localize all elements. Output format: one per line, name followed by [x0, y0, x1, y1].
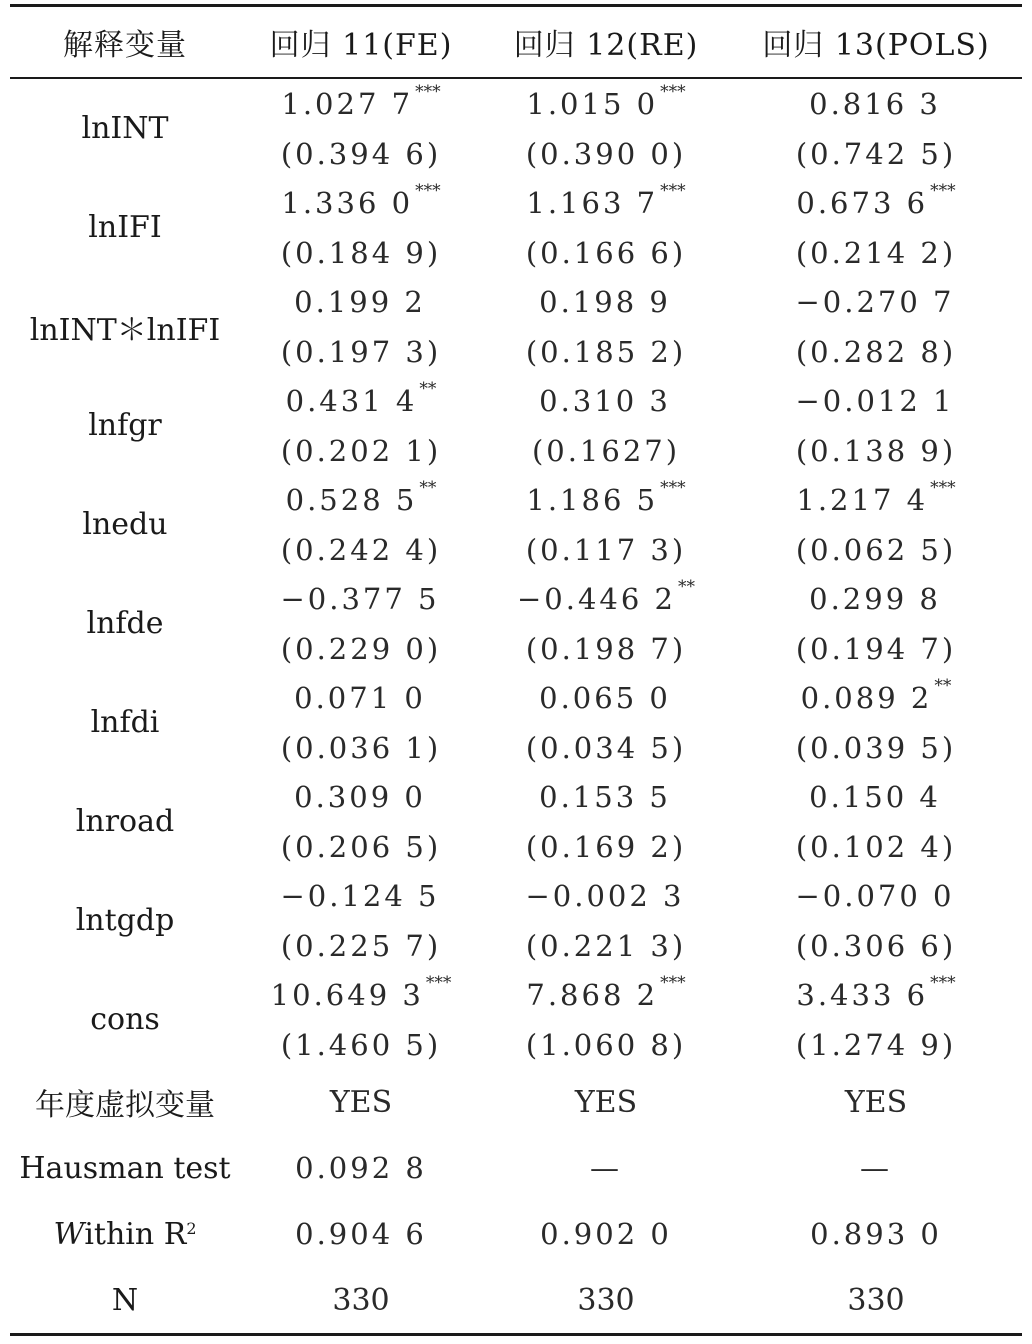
- standard-error: (0.394 6): [280, 136, 442, 171]
- coefficient: 1.186 5: [526, 482, 659, 517]
- significance-stars: ***: [425, 972, 452, 993]
- footer-row-n: [10, 1267, 1022, 1333]
- footer-value: 330: [847, 1282, 905, 1318]
- estimate-cell: [730, 574, 1022, 673]
- estimate-cell: [730, 673, 1022, 772]
- estimate-stack: [796, 673, 956, 772]
- estimate-cell: [730, 970, 1022, 1069]
- estimate-stack: [526, 772, 686, 871]
- coefficient-line: [526, 970, 685, 1019]
- estimate-cell: [730, 79, 1022, 178]
- estimate-stack: [526, 970, 686, 1069]
- coefficient: 0.528 5: [285, 482, 418, 517]
- table-header-row: [10, 7, 1022, 77]
- estimate-cell: [730, 871, 1022, 970]
- standard-error: (0.194 7): [795, 631, 957, 666]
- coefficient-line: [801, 673, 952, 722]
- coefficient: −0.002 3: [525, 878, 685, 913]
- estimate-cell: [482, 277, 730, 376]
- estimate-cell: [482, 475, 730, 574]
- significance-stars: ***: [930, 972, 956, 993]
- significance-stars: ***: [660, 180, 686, 201]
- significance-stars: **: [419, 477, 437, 498]
- estimate-stack: [526, 178, 686, 277]
- header-regression-13: 回归 13(POLS): [762, 28, 990, 63]
- coefficient: −0.270 7: [795, 284, 955, 319]
- coefficient-line: [526, 79, 685, 128]
- significance-stars: ***: [930, 180, 956, 201]
- coefficient: 0.309 0: [294, 779, 426, 814]
- significance-stars: **: [419, 378, 437, 399]
- estimate-cell: [240, 376, 482, 475]
- coefficient-line: [281, 574, 442, 623]
- coefficient-line: [294, 772, 428, 821]
- standard-error: (0.184 9): [280, 235, 442, 270]
- estimate-stack: [271, 970, 452, 1069]
- estimate-stack: [526, 871, 687, 970]
- coefficient-line: [809, 772, 943, 821]
- estimate-stack: [796, 79, 956, 178]
- significance-stars: ***: [660, 81, 686, 102]
- significance-stars: ***: [415, 81, 441, 102]
- estimate-stack: [796, 475, 956, 574]
- estimate-stack: [281, 79, 441, 178]
- standard-error: (0.102 4): [795, 829, 957, 864]
- coefficient: 10.649 3: [270, 977, 424, 1012]
- coefficient: 0.071 0: [294, 680, 426, 715]
- standard-error: (0.036 1): [280, 730, 442, 765]
- significance-stars: ***: [930, 477, 956, 498]
- estimate-stack: [281, 475, 441, 574]
- coefficient: −0.377 5: [280, 581, 440, 616]
- header-variable: 解释变量: [63, 28, 187, 63]
- estimate-cell: [482, 178, 730, 277]
- estimate-cell: [730, 376, 1022, 475]
- significance-stars: ***: [660, 972, 686, 993]
- table-row: [10, 871, 1022, 970]
- estimate-cell: [240, 475, 482, 574]
- coefficient-line: [281, 178, 440, 227]
- variable-name: lnINT: [81, 111, 169, 146]
- variable-name: lnroad: [75, 804, 175, 839]
- estimate-cell: [482, 376, 730, 475]
- variable-name: cons: [90, 1002, 160, 1037]
- coefficient: 0.089 2: [800, 680, 933, 715]
- variable-name: lnedu: [82, 507, 168, 542]
- coefficient-line: [796, 871, 957, 920]
- table-row: [10, 475, 1022, 574]
- estimate-cell: [730, 277, 1022, 376]
- coefficient: 0.150 4: [809, 779, 941, 814]
- estimate-stack: [526, 475, 686, 574]
- coefficient-line: [539, 277, 673, 326]
- coefficient-line: [294, 277, 428, 326]
- table-row: [10, 970, 1022, 1069]
- table-row: [10, 277, 1022, 376]
- coefficient: 0.065 0: [539, 680, 671, 715]
- estimate-stack: [281, 178, 441, 277]
- coefficient: −0.012 1: [795, 383, 955, 418]
- estimate-cell: [482, 970, 730, 1069]
- estimate-stack: [281, 376, 441, 475]
- estimate-stack: [532, 376, 680, 475]
- regression-table: [10, 2, 1022, 1336]
- footer-value: YES: [574, 1084, 638, 1120]
- estimate-cell: [482, 772, 730, 871]
- standard-error: (0.197 3): [280, 334, 442, 369]
- coefficient-line: [294, 673, 428, 722]
- standard-error: (0.166 6): [525, 235, 687, 270]
- estimate-cell: [240, 277, 482, 376]
- coefficient-line: [539, 673, 673, 722]
- coefficient-line: [796, 277, 957, 326]
- coefficient: 0.299 8: [809, 581, 941, 616]
- footer-value: 0.092 8: [295, 1151, 427, 1185]
- significance-stars: ***: [660, 477, 686, 498]
- estimate-stack: [281, 277, 441, 376]
- standard-error: (0.138 9): [795, 433, 957, 468]
- estimate-cell: [240, 871, 482, 970]
- standard-error: (0.306 6): [795, 928, 957, 963]
- footer-label: N: [111, 1282, 139, 1318]
- estimate-stack: [281, 871, 442, 970]
- estimate-stack: [796, 772, 956, 871]
- estimate-cell: [482, 574, 730, 673]
- estimate-stack: [796, 970, 956, 1069]
- standard-error: (0.229 0): [280, 631, 442, 666]
- estimate-cell: [240, 178, 482, 277]
- coefficient: 0.431 4: [285, 383, 418, 418]
- coefficient: 0.310 3: [539, 383, 671, 418]
- coefficient-line: [281, 79, 440, 128]
- estimate-stack: [796, 871, 957, 970]
- coefficient-line: [796, 178, 955, 227]
- standard-error: (0.039 5): [795, 730, 957, 765]
- footer-label: [10, 1201, 240, 1267]
- footer-value: 330: [577, 1282, 635, 1318]
- coefficient: 1.217 4: [796, 482, 929, 517]
- estimate-stack: [796, 178, 956, 277]
- coefficient-line: [517, 574, 695, 623]
- standard-error: (0.390 0): [525, 136, 687, 171]
- table-row: [10, 772, 1022, 871]
- coefficient: 0.153 5: [539, 779, 671, 814]
- standard-error: (0.1627): [531, 433, 681, 468]
- coefficient: 1.336 0: [281, 185, 414, 220]
- estimate-cell: [240, 772, 482, 871]
- footer-value: 0.893 0: [810, 1217, 942, 1251]
- coefficient: 3.433 6: [796, 977, 929, 1012]
- coefficient: −0.070 0: [795, 878, 955, 913]
- standard-error: (0.221 3): [525, 928, 687, 963]
- estimate-stack: [526, 277, 686, 376]
- standard-error: (0.202 1): [280, 433, 442, 468]
- estimate-stack: [517, 574, 695, 673]
- footer-value: 0.904 6: [295, 1217, 427, 1251]
- standard-error: (1.460 5): [280, 1027, 442, 1062]
- coefficient: 7.868 2: [526, 977, 659, 1012]
- standard-error: (0.198 7): [525, 631, 687, 666]
- estimate-stack: [281, 574, 442, 673]
- estimate-cell: [730, 475, 1022, 574]
- footer-value: 330: [332, 1282, 390, 1318]
- footer-value: YES: [329, 1084, 393, 1120]
- estimate-cell: [482, 871, 730, 970]
- coefficient: 1.163 7: [526, 185, 659, 220]
- footer-row-year-dummy: [10, 1069, 1022, 1135]
- standard-error: (1.274 9): [795, 1027, 957, 1062]
- coefficient: 0.198 9: [539, 284, 671, 319]
- table-row: [10, 79, 1022, 178]
- header-regression-12: 回归 12(RE): [513, 28, 699, 63]
- standard-error: (0.034 5): [525, 730, 687, 765]
- coefficient-line: [286, 475, 437, 524]
- footer-label-rest: ithin R: [84, 1216, 187, 1252]
- coefficient-line: [809, 79, 943, 128]
- coefficient-line: [281, 871, 442, 920]
- standard-error: (0.214 2): [795, 235, 957, 270]
- coefficient-line: [526, 871, 687, 920]
- significance-stars: ***: [415, 180, 441, 201]
- significance-stars: **: [934, 675, 952, 696]
- footer-value-dash: —: [590, 1151, 622, 1185]
- estimate-stack: [796, 376, 957, 475]
- table-row: [10, 376, 1022, 475]
- estimate-stack: [796, 277, 957, 376]
- table-row: [10, 673, 1022, 772]
- estimate-cell: [730, 178, 1022, 277]
- footer-value: YES: [844, 1084, 908, 1120]
- coefficient-line: [539, 772, 673, 821]
- coefficient-line: [271, 970, 452, 1019]
- standard-error: (0.242 4): [280, 532, 442, 567]
- footer-row-hausman: [10, 1135, 1022, 1201]
- footer-value-dash: —: [860, 1151, 892, 1185]
- estimate-cell: [730, 772, 1022, 871]
- variable-name: lnfde: [86, 606, 164, 641]
- estimate-stack: [526, 79, 686, 178]
- estimate-cell: [240, 79, 482, 178]
- standard-error: (0.062 5): [795, 532, 957, 567]
- footer-row-within-r2: [10, 1201, 1022, 1267]
- coefficient: 1.015 0: [526, 86, 659, 121]
- footer-value: 0.902 0: [540, 1217, 672, 1251]
- estimate-cell: [482, 79, 730, 178]
- coefficient-line: [526, 178, 685, 227]
- header-regression-11: 回归 11(FE): [269, 28, 453, 63]
- variable-name: lntgdp: [75, 903, 175, 938]
- variable-name: lnfgr: [88, 408, 162, 443]
- table-row: [10, 178, 1022, 277]
- standard-error: (0.117 3): [525, 532, 687, 567]
- coefficient-line: [796, 475, 955, 524]
- standard-error: (0.169 2): [525, 829, 687, 864]
- significance-stars: **: [678, 576, 695, 597]
- standard-error: (0.185 2): [525, 334, 687, 369]
- variable-name: lnIFI: [88, 210, 162, 245]
- estimate-stack: [526, 673, 686, 772]
- coefficient: 0.816 3: [809, 86, 941, 121]
- estimate-cell: [240, 574, 482, 673]
- table-row: [10, 574, 1022, 673]
- standard-error: (1.060 8): [525, 1027, 687, 1062]
- variable-name: lnINT＊lnIFI: [29, 312, 221, 348]
- variable-name: lnfdi: [90, 705, 160, 740]
- estimate-stack: [281, 673, 441, 772]
- standard-error: (0.206 5): [280, 829, 442, 864]
- table-body: [10, 79, 1022, 1069]
- coefficient: −0.124 5: [280, 878, 440, 913]
- coefficient-line: [539, 376, 673, 425]
- estimate-cell: [240, 673, 482, 772]
- estimate-cell: [482, 673, 730, 772]
- footer-label: 年度虚拟变量: [35, 1088, 215, 1123]
- standard-error: (0.282 8): [795, 334, 957, 369]
- footer-label-w: W: [53, 1216, 85, 1252]
- coefficient-line: [526, 475, 685, 524]
- coefficient: 0.199 2: [294, 284, 426, 319]
- coefficient-line: [809, 574, 943, 623]
- coefficient: 1.027 7: [281, 86, 414, 121]
- footer-label: Hausman test: [19, 1150, 231, 1186]
- coefficient-line: [286, 376, 437, 425]
- footer-label-sup: 2: [186, 1218, 197, 1238]
- coefficient-line: [796, 970, 955, 1019]
- coefficient-line: [796, 376, 957, 425]
- estimate-cell: [240, 970, 482, 1069]
- estimate-stack: [281, 772, 441, 871]
- coefficient: −0.446 2: [517, 581, 676, 616]
- standard-error: (0.742 5): [795, 136, 957, 171]
- coefficient: 0.673 6: [796, 185, 929, 220]
- standard-error: (0.225 7): [280, 928, 442, 963]
- estimate-stack: [796, 574, 956, 673]
- table-bottom-rule: [10, 1333, 1022, 1336]
